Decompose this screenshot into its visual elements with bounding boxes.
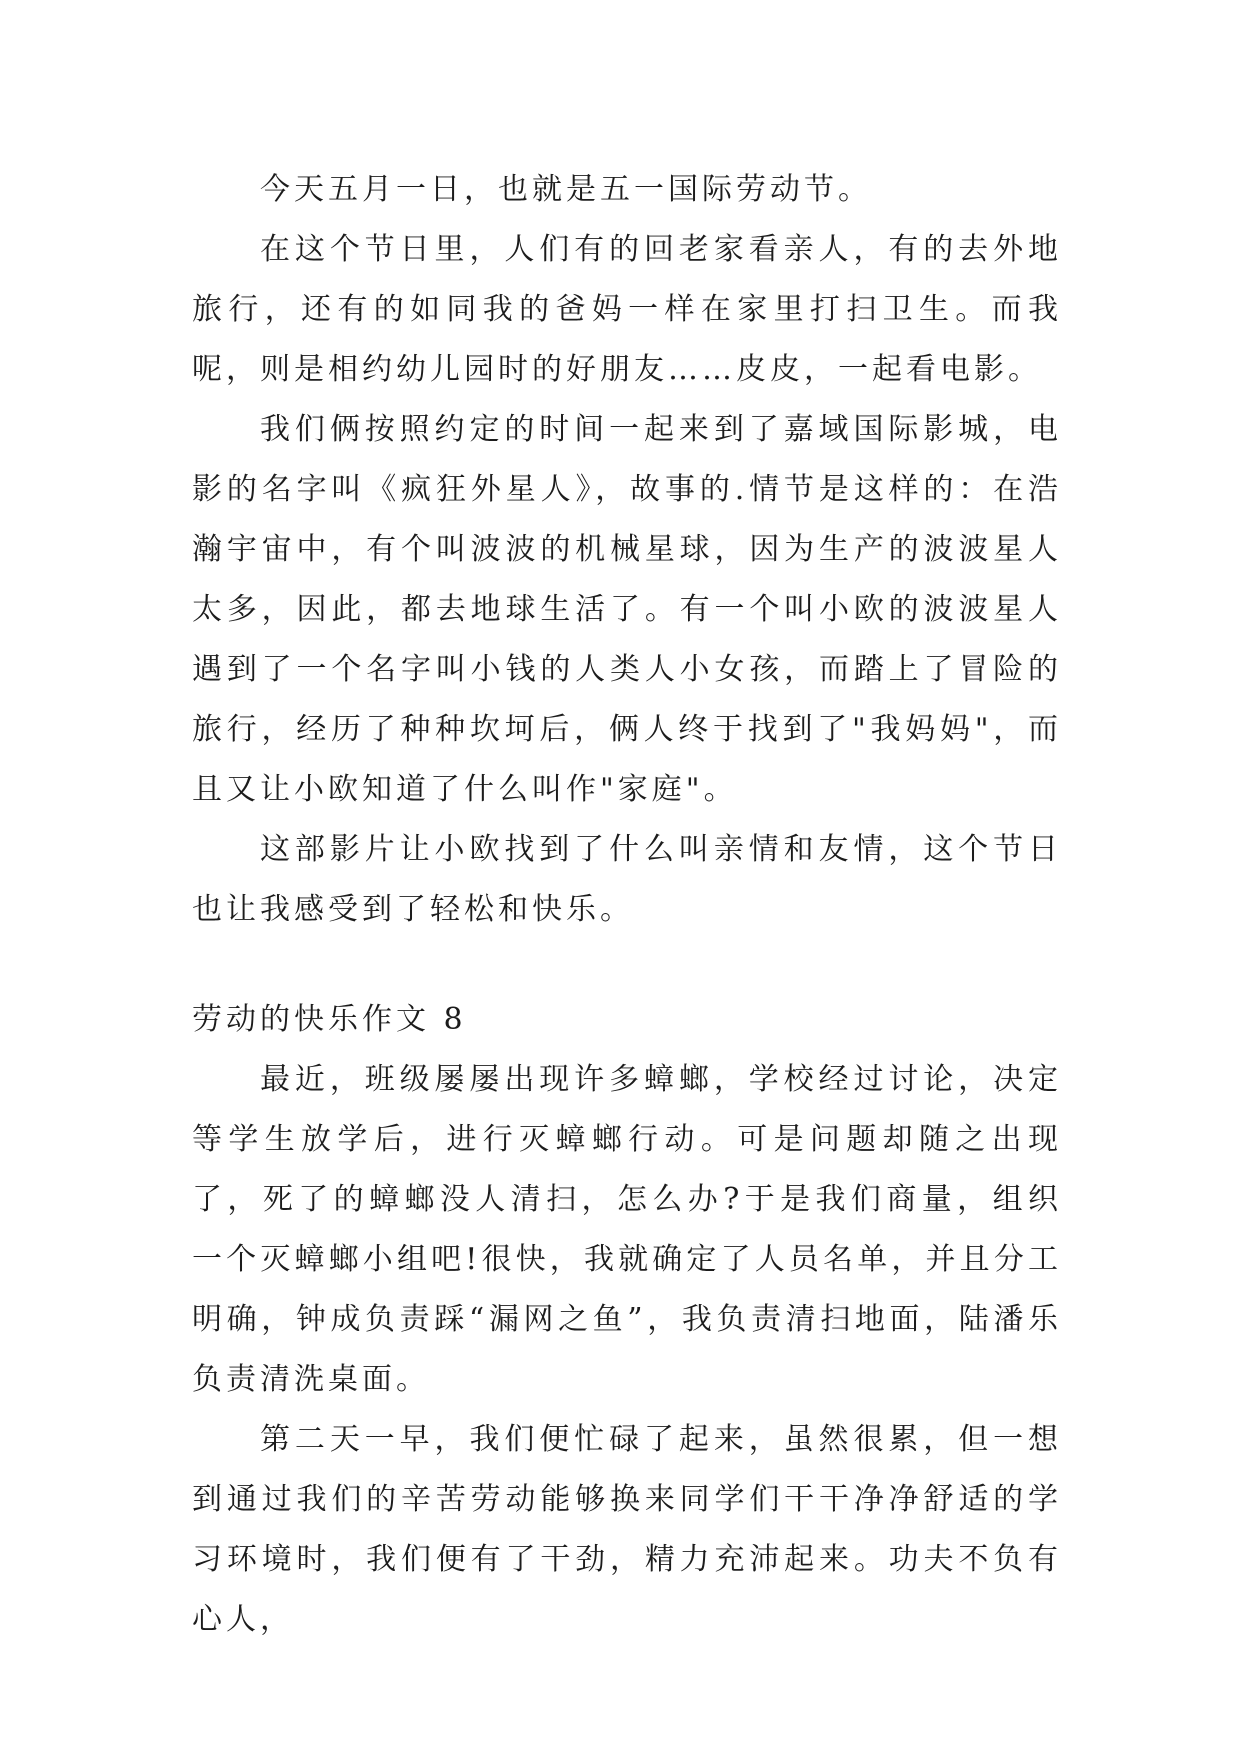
paragraph: 我们俩按照约定的时间一起来到了嘉域国际影城，电影的名字叫《疯狂外星人》，故事的.情节是这样的：在浩瀚宇宙中，有个叫波波的机械星球，因为生产的波波星人太多，因此，都去地球生活了。有一个叫小欧的波波星人遇到了一个名字叫小钱的人类人小女孩，而踏上了冒险的旅行，经历了种种坎坷后，俩人终于找到了"我妈妈"，而且又让小欧知道了什么叫作"家庭"。 bbox=[192, 412, 1062, 807]
paragraph: 最近，班级屡屡出现许多蟑螂，学校经过讨论，决定等学生放学后，进行灭蟑螂行动。可是问题却随之出现了，死了的蟑螂没人清扫，怎么办?于是我们商量，组织一个灭蟑螂小组吧!很快，我就确定了人员名单，并且分工明确，钟成负责踩“漏网之鱼”，我负责清扫地面，陆潘乐负责清洗桌面。 bbox=[192, 1062, 1062, 1397]
document-body bbox=[192, 160, 1062, 1650]
paragraph: 在这个节日里，人们有的回老家看亲人，有的去外地旅行，还有的如同我的爸妈一样在家里打扫卫生。而我呢，则是相约幼儿园时的好朋友……皮皮，一起看电影。 bbox=[192, 232, 1062, 387]
section-heading: 劳动的快乐作文 8 bbox=[192, 1002, 467, 1037]
paragraph: 这部影片让小欧找到了什么叫亲情和友情，这个节日也让我感受到了轻松和快乐。 bbox=[192, 832, 1062, 927]
paragraph: 第二天一早，我们便忙碌了起来，虽然很累，但一想到通过我们的辛苦劳动能够换来同学们干干净净舒适的学习环境时，我们便有了干劲，精力充沛起来。功夫不负有心人， bbox=[192, 1422, 1062, 1637]
paragraph: 今天五月一日，也就是五一国际劳动节。 bbox=[260, 172, 872, 207]
